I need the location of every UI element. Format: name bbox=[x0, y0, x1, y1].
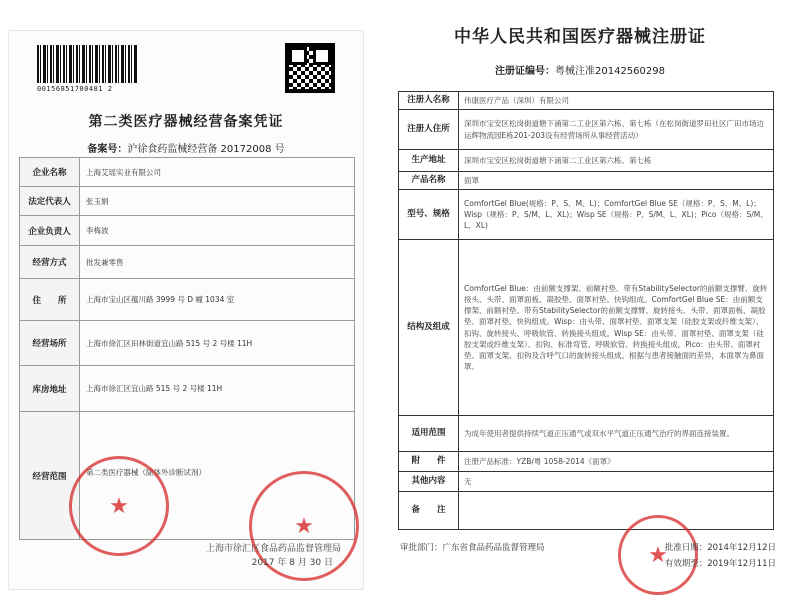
row-label: 结构及组成 bbox=[399, 240, 459, 416]
row-value: ComfortGel Blue(规格：P、S、M、L)；ComfortGel Blue SE（规格：P、S、M、L)；Wisp（规格：P、S/M、L、XL)；Wisp SE（规格：P、S/M、L、XL)；Pico（规格：S/M、L、XL) bbox=[459, 190, 774, 240]
row-label: 附 件 bbox=[399, 452, 459, 472]
reg-value: 粤械注准20142560298 bbox=[555, 66, 665, 77]
table-row bbox=[20, 279, 355, 321]
table-row bbox=[399, 452, 774, 472]
table-row bbox=[20, 246, 355, 279]
row-label: 产品名称 bbox=[399, 172, 459, 190]
row-label: 住 所 bbox=[20, 279, 80, 321]
row-value: 深圳市宝安区松岗街道塘下涌第二工业区第六栋、第七栋（在松岗街道罗田社区广田市场边运辉物流园E栋201-203设有经营场所从事经营活动） bbox=[459, 110, 774, 150]
registration-certificate bbox=[380, 10, 780, 594]
row-label: 其他内容 bbox=[399, 472, 459, 492]
valid-date-label: 有效期至： bbox=[664, 559, 708, 569]
approve-date-block bbox=[665, 541, 776, 553]
approver-block bbox=[400, 541, 545, 553]
record-value: 沪徐食药监械经营备 20172008 号 bbox=[127, 144, 285, 155]
barcode-bars bbox=[37, 45, 137, 83]
approve-date-label: 批准日期： bbox=[664, 543, 708, 553]
barcode bbox=[37, 45, 137, 95]
table-row bbox=[399, 190, 774, 240]
approve-date-value: 2014年12月12日 bbox=[707, 543, 776, 553]
row-value: 张玉娟 bbox=[80, 187, 355, 216]
filing-title: 第二类医疗器械经营备案凭证 bbox=[88, 114, 284, 130]
footer-row bbox=[400, 557, 776, 569]
valid-date-value: 2019年12月11日 bbox=[707, 559, 776, 569]
table-row bbox=[20, 158, 355, 187]
table-row bbox=[20, 321, 355, 366]
company-stamp-icon: ★ bbox=[69, 456, 169, 556]
row-label: 型号、规格 bbox=[399, 190, 459, 240]
row-label: 注册人住所 bbox=[399, 110, 459, 150]
row-value: 为成年使用者提供持续气道正压通气或双水平气道正压通气治疗的界面连接装置。 bbox=[459, 416, 774, 452]
row-value: 上海市徐汇区宜山路 515 号 2 号楼 11H bbox=[80, 366, 355, 412]
qr-code-icon bbox=[285, 43, 335, 93]
approval-stamp-icon: ★ bbox=[618, 515, 698, 595]
record-label: 备案号： bbox=[87, 144, 128, 155]
row-value: 深圳市宝安区松岗街道塘下涌第二工业区第六栋、第七栋 bbox=[459, 150, 774, 172]
issue-date: 2017 年 8 月 30 日 bbox=[251, 558, 333, 568]
row-value: 面罩 bbox=[459, 172, 774, 190]
registration-title: 中华人民共和国医疗器械注册证 bbox=[454, 27, 706, 47]
approver-value: 广东省食品药品监督管理局 bbox=[442, 543, 545, 553]
row-value: 伟康医疗产品（深圳）有限公司 bbox=[459, 92, 774, 110]
table-row bbox=[399, 472, 774, 492]
table-row bbox=[20, 366, 355, 412]
reg-label: 注册证编号： bbox=[495, 66, 555, 77]
registration-footer bbox=[400, 541, 776, 573]
table-row bbox=[399, 492, 774, 530]
filing-certificate bbox=[8, 30, 364, 590]
registration-number bbox=[380, 62, 780, 77]
table-row bbox=[20, 187, 355, 216]
row-value: 注册产品标准：YZB/粤 1058-2014《面罩》 bbox=[459, 452, 774, 472]
row-label: 法定代表人 bbox=[20, 187, 80, 216]
table-row bbox=[399, 110, 774, 150]
table-row bbox=[399, 150, 774, 172]
row-value bbox=[459, 492, 774, 530]
registration-table bbox=[398, 91, 774, 530]
row-value: 上海艾瑶实业有限公司 bbox=[80, 158, 355, 187]
table-row bbox=[20, 216, 355, 246]
row-label: 经营方式 bbox=[20, 246, 80, 279]
table-row bbox=[399, 92, 774, 110]
table-row bbox=[399, 240, 774, 416]
row-label: 企业名称 bbox=[20, 158, 80, 187]
row-value: 无 bbox=[459, 472, 774, 492]
barcode-number: 00156851700481 2 bbox=[37, 85, 113, 93]
row-label: 企业负责人 bbox=[20, 216, 80, 246]
issuing-authority: 上海市徐汇区食品药品监督管理局 bbox=[205, 544, 341, 554]
row-label: 适用范围 bbox=[399, 416, 459, 452]
row-label: 生产地址 bbox=[399, 150, 459, 172]
row-value: 批发兼零售 bbox=[80, 246, 355, 279]
footer-row bbox=[400, 541, 776, 553]
row-value: 李梅波 bbox=[80, 216, 355, 246]
table-row bbox=[399, 416, 774, 452]
row-label: 经营场所 bbox=[20, 321, 80, 366]
row-value: 上海市徐汇区田林街道宜山路 515 号 2 号楼 11H bbox=[80, 321, 355, 366]
row-value: 上海市宝山区蕴川路 3999 号 D 幢 1034 室 bbox=[80, 279, 355, 321]
row-label: 库房地址 bbox=[20, 366, 80, 412]
row-label: 备 注 bbox=[399, 492, 459, 530]
row-label: 经营范围 bbox=[20, 412, 80, 540]
valid-date-block bbox=[665, 557, 776, 569]
row-label: 注册人名称 bbox=[399, 92, 459, 110]
filing-record-number bbox=[9, 140, 363, 155]
table-row bbox=[399, 172, 774, 190]
row-value: 第二类医疗器械（除体外诊断试剂） bbox=[80, 412, 355, 540]
authority-stamp-icon: ★ bbox=[249, 471, 359, 581]
approver-label: 审批部门： bbox=[400, 543, 443, 553]
row-value: ComfortGel Blue：由前额支撑架、前额衬垫、带有StabilitySelector的前额支撑臂、旋转接头、头带、面罩面板、凝胶垫、面罩衬垫、快钩组成。ComfortGel Blue SE：由前额支撑架、前额衬垫、带有StabilitySelector的前额支撑臂、旋转接头、头带、面罩面板、凝胶垫、面罩衬垫、快钩组成。Wisp：由头带、面罩衬垫、面罩支架（硅胶支架或纤维支架）、扣钩、旋转接头、呼吸软管、转换接头组成。Wisp SE：由头带、面罩衬垫、面罩支架（硅胶支架或纤维支架）、扣钩、标准弯管、呼吸软管、转换接头组成。Pico：由头带、面罩衬垫、面罩支架、扣钩及含呼气口的旋转接头组成。根据与患者接触面的差异，本面罩为鼻面罩。 bbox=[459, 240, 774, 416]
